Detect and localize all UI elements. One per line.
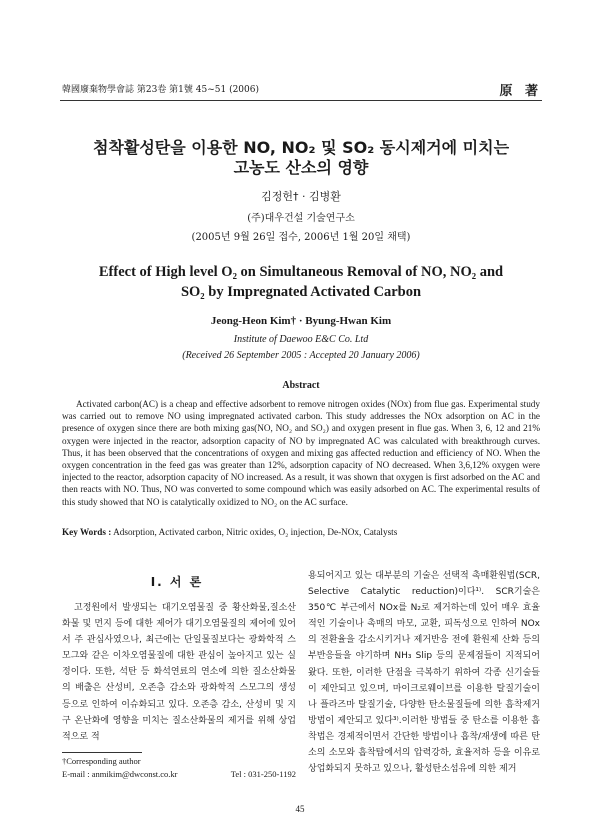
english-dates: (Received 26 September 2005 : Accepted 20 January 2006) xyxy=(182,350,420,361)
english-title-line2: SO₂ by Impregnated Activated Carbon xyxy=(180,284,422,300)
running-header xyxy=(62,80,542,98)
korean-dates: (2005년 9월 26일 접수, 2006년 1월 20일 채택) xyxy=(191,232,411,243)
keywords-text: Adsorption, Activated carbon, Nitric oxides, O₂ injection, De-NOx, Catalysts xyxy=(113,527,398,537)
english-title-line1: Effect of High level O₂ on Simultaneous Removal of NO, NO₂ and xyxy=(98,264,504,280)
intro-right-column: 용되어지고 있는 대부분의 기술은 선택적 촉매환원법(SCR, Selective Catalytic reduction)이다¹⁾. SCR기술은 350℃ 부근에서 NOx를 N₂로 제거하는데 있어 매우 효율적인 기술이나 촉매의 마모, 교환, 피독성으로 인하여 NOx의 전환율을 감소시키거나 제거반응 전에 환원제 산화 등의 부반응들을 야기하며 NH₃ Slip 등의 문제점들이 지적되어 왔다. 또한, 이러한 단점을 극복하기 위하여 각종 신기술들이 제안되고 있으며, 마이크로웨이브를 이용한 탈질기술이나 플라즈마 탈질기술, 다양한 탄소물질들에 의한 흡착제거방법이 제안되고 있다³⁾.이러한 방법들 중 탄소를 이용한 흡착법은 경제적이면서 간단한 방법이나 흡착/재생에 따른 탄소의 소모와 흡착탑에서의 압력강하, 효율저하 등을 이유로 상업화되지 못하고 있으나, 활성탄소섬유에 의한 제거 xyxy=(308,571,540,775)
korean-affiliation: (주)대우건설 기술연구소 xyxy=(247,213,355,224)
footnote-tel: Tel : 031-250-1192 xyxy=(230,769,296,779)
journal-citation: 韓國廢棄物學會誌 第23卷 第1號 45~51 (2006) xyxy=(62,85,259,95)
header-divider xyxy=(60,100,542,101)
korean-title-line1: 첨착활성탄을 이용한 NO, NO₂ 및 SO₂ 동시제거에 미치는 xyxy=(92,138,510,157)
footnote-email: E-mail : anmikim@dwconst.co.kr xyxy=(62,769,178,779)
english-authors: Jeong-Heon Kim† · Byung-Hwan Kim xyxy=(210,315,392,327)
english-affiliation: Institute of Daewoo E&C Co. Ltd xyxy=(233,334,369,345)
article-type-tag: 原 著 xyxy=(499,84,542,99)
korean-title-line2: 고농도 산소의 영향 xyxy=(233,158,369,177)
footnote-corresponding: †Corresponding author xyxy=(62,756,141,766)
page-number: 45 xyxy=(295,804,305,814)
abstract-heading: Abstract xyxy=(282,380,320,391)
korean-title xyxy=(60,138,542,178)
keywords-label: Key Words : xyxy=(62,527,112,537)
footnote-contact xyxy=(62,769,296,779)
keywords xyxy=(62,527,540,537)
english-title xyxy=(60,262,542,302)
footnote-divider xyxy=(62,752,142,753)
abstract-body: Activated carbon(AC) is a cheap and effective adsorbent to remove nitrogen oxides (NOx) from flue gas. Experimental study was carried out to remove NO using impregnated activated carbon. This study addresses the NOx adsorption on AC in the presence of oxygen since there are both mixing gas(NO, NO₂ and SO₂) and oxygen present in flue gas. When 3, 6, 12 and 21% oxygen were injected in the reactor, adsorption capacity of NO by impregnated AC was calculated with breakthrough curves. Thus, it has been observed that the concentrations of oxygen and mixing gas affected reduction and efficiency of NO. When the oxygen concentration in the feed gas was greater than 12%, adsorption capacity of NO decreased. When 3,6,12% oxygen were injected to the reactor, adsorption capacity of NO increased. As a result, it was shown that oxygen is first adsorbed on the AC and then reacts with NO. Thus, NO was converted to some compound which was easily adsorbed on AC. The experimental results of this study showed that NO is catalytically oxidized to NO₂ on the AC surface. xyxy=(62,399,540,507)
intro-left-column: 고정원에서 발생되는 대기오염물질 중 황산화물,질소산화물 및 먼지 등에 대한 제어가 대기오염물질의 제어에 있어서 주 관심사였으나, 최근에는 단일물질보다는 광화학적 스모그와 같은 이차오염물질에 대한 관심이 높아지고 있는 실정이다. 또한, 석탄 등 화석연료의 연소에 의한 질소산화물의 배출은 산성비, 오존층 감소와 광화학적 스모그의 생성 등으로 인하여 이슈화되고 있다. 오존층 감소, 산성비 및 지구 온난화에 영향을 미치는 질소산화물의 제거를 위해 상업적으로 적 xyxy=(62,603,296,742)
section-title-introduction: I. 서 론 xyxy=(150,575,204,589)
korean-authors: 김정헌† · 김병환 xyxy=(261,190,341,203)
